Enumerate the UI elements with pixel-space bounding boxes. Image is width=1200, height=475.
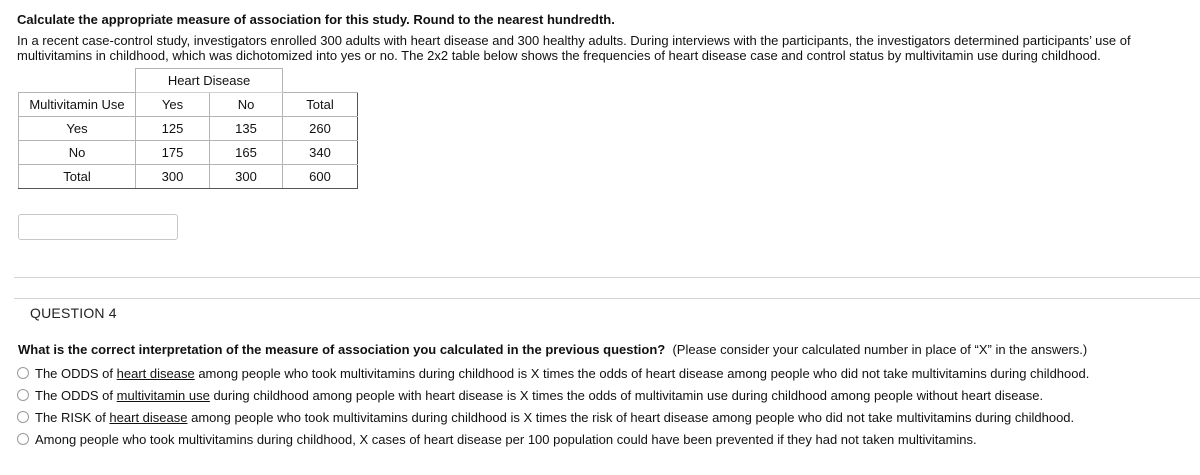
question-4-prompt [18,342,1087,357]
option-text-pre: The ODDS of [35,387,117,403]
section-divider [14,298,1200,299]
answer-option[interactable] [17,428,1089,450]
radio-button[interactable] [17,389,29,401]
option-text-pre: The RISK of [35,409,110,425]
table-cell: 340 [283,141,358,165]
answer-option[interactable] [17,406,1089,428]
table-group-header: Heart Disease [136,69,283,93]
option-text-post: during childhood among people with heart disease is X times the odds of multivitamin use during childhood among people without heart disease. [209,387,1044,403]
option-text-link: heart disease [109,409,188,425]
question-title: Calculate the appropriate measure of association for this study. Round to the nearest hundredth. [17,12,615,27]
table-row [19,165,358,189]
table-cell: 165 [210,141,283,165]
question-4-prompt-bold: What is the correct interpretation of the measure of association you calculated in the previous question? [18,342,666,357]
table-cell: 600 [283,165,358,189]
radio-button[interactable] [17,411,29,423]
answer-option[interactable] [17,362,1089,384]
radio-button[interactable] [17,433,29,445]
row-label: Yes [19,117,136,141]
column-header: No [210,93,283,117]
option-text [35,366,1089,381]
answer-options [17,362,1089,450]
row-label: Total [19,165,136,189]
option-text-pre: Among people who took multivitamins during childhood, X cases of heart disease per 100 population could have been prevented if they had not taken multivitamins. [35,431,977,447]
option-text [35,388,1043,403]
frequency-table [18,68,358,189]
column-header: Multivitamin Use [19,93,136,117]
section-divider [14,277,1200,278]
column-header: Total [283,93,358,117]
answer-option[interactable] [17,384,1089,406]
option-text-link: multivitamin use [116,387,210,403]
table-cell: 300 [136,165,210,189]
option-text-post: among people who took multivitamins during childhood is X times the risk of heart disease among people who did not take multivitamins during childhood. [187,409,1075,425]
column-header: Yes [136,93,210,117]
radio-button[interactable] [17,367,29,379]
table-cell: 260 [283,117,358,141]
question-4-prompt-note: (Please consider your calculated number in place of “X” in the answers.) [665,342,1088,357]
table-cell: 300 [210,165,283,189]
question-4-heading: QUESTION 4 [30,305,117,321]
table-cell: 125 [136,117,210,141]
row-label: No [19,141,136,165]
answer-input[interactable] [18,214,178,240]
table-cell: 135 [210,117,283,141]
question-body: In a recent case-control study, investigators enrolled 300 adults with heart disease and 300 healthy adults. During interviews with the participants, the investigators determined participants’ use of multivitamins in childhood, which was dichotomized into yes or no. The 2x2 table below shows the frequencies of heart disease case and control status by multivitamin use during childhood. [17,33,1131,63]
option-text [35,410,1074,425]
table-corner [19,69,136,93]
table-cell: 175 [136,141,210,165]
option-text-post: among people who took multivitamins during childhood is X times the odds of heart disease among people who did not take multivitamins during childhood. [194,365,1090,381]
option-text [35,432,977,447]
table-row [19,141,358,165]
option-text-link: heart disease [116,365,195,381]
table-corner-right [283,69,358,93]
table-row [19,117,358,141]
option-text-pre: The ODDS of [35,365,117,381]
